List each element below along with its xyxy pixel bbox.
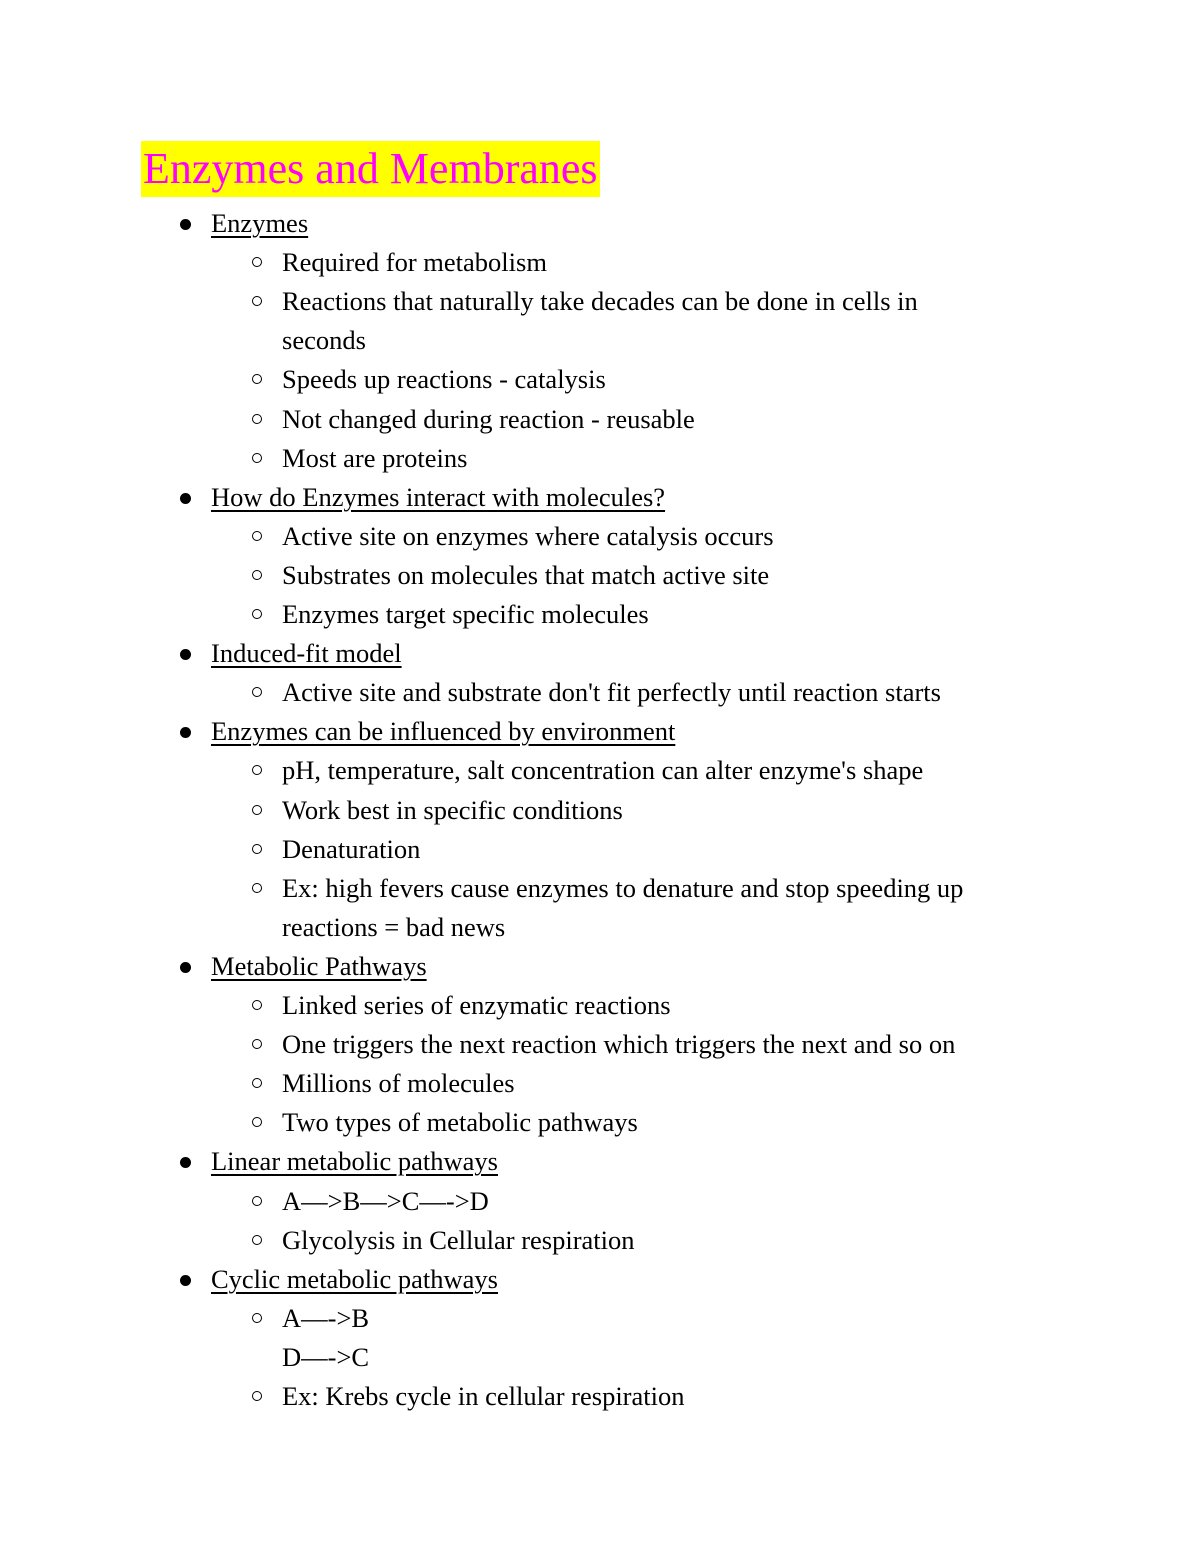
outline-item	[282, 360, 606, 398]
hollow-circle-bullet-icon	[252, 531, 262, 541]
outline-item-text: Required for metabolism	[282, 247, 547, 278]
outline-item	[282, 556, 769, 594]
outline-item-text: Speeds up reactions - catalysis	[282, 364, 606, 395]
page-title: Enzymes and Membranes	[141, 141, 600, 197]
filled-circle-bullet-icon	[180, 1275, 191, 1286]
outline-item	[282, 791, 623, 829]
outline-item-text: Active site on enzymes where catalysis occurs	[282, 520, 774, 551]
outline-heading	[211, 1260, 498, 1298]
hollow-circle-bullet-icon	[252, 687, 262, 697]
outline-item-text: Two types of metabolic pathways	[282, 1107, 638, 1138]
outline-item-text: Linked series of enzymatic reactions	[282, 990, 671, 1020]
outline-item	[282, 400, 695, 438]
outline-item-text: Substrates on molecules that match active site	[282, 559, 770, 590]
outline-item-text: Ex: high fevers cause enzymes to denature and stop speeding up	[282, 872, 964, 903]
filled-circle-bullet-icon	[180, 1157, 191, 1168]
hollow-circle-bullet-icon	[252, 570, 262, 580]
outline-item-text: Denaturation	[282, 833, 421, 864]
outline-item-text: Work best in specific conditions	[282, 794, 623, 825]
outline-item-text: Millions of molecules	[282, 1068, 515, 1099]
filled-circle-bullet-icon	[180, 727, 191, 738]
outline-heading	[211, 712, 675, 750]
outline-item	[282, 986, 671, 1024]
outline-item	[282, 1064, 515, 1102]
outline-item	[282, 282, 918, 320]
outline-item-text: reactions = bad news	[282, 911, 506, 942]
outline-item-text: Ex: Krebs cycle in cellular respiration	[282, 1381, 685, 1411]
hollow-circle-bullet-icon	[252, 1117, 262, 1127]
outline-item	[282, 321, 366, 359]
hollow-circle-bullet-icon	[252, 414, 262, 424]
outline-heading	[211, 1142, 498, 1180]
outline-item	[282, 243, 547, 281]
outline-item	[282, 830, 420, 868]
hollow-circle-bullet-icon	[252, 1078, 262, 1088]
hollow-circle-bullet-icon	[252, 296, 262, 306]
outline-item-text: pH, temperature, salt concentration can alter enzyme's shape	[282, 755, 924, 786]
filled-circle-bullet-icon	[180, 219, 191, 230]
outline-item	[282, 1338, 369, 1376]
outline-heading-text: Metabolic Pathways	[211, 950, 427, 981]
outline-item-text: D—->C	[282, 1341, 370, 1372]
hollow-circle-bullet-icon	[252, 1196, 262, 1206]
hollow-circle-bullet-icon	[252, 1000, 262, 1010]
hollow-circle-bullet-icon	[252, 609, 262, 619]
outline-item	[282, 595, 649, 633]
filled-circle-bullet-icon	[180, 493, 191, 504]
outline-item	[282, 1103, 638, 1141]
outline-item-text: Glycolysis in Cellular respiration	[282, 1224, 635, 1255]
outline-item	[282, 673, 941, 711]
hollow-circle-bullet-icon	[252, 805, 262, 815]
outline-heading-text: Linear metabolic pathways	[211, 1146, 498, 1177]
outline-item	[282, 751, 923, 789]
outline-item-text: Most are proteins	[282, 442, 468, 473]
hollow-circle-bullet-icon	[252, 883, 262, 893]
filled-circle-bullet-icon	[180, 649, 191, 660]
outline-item-text: seconds	[282, 325, 366, 356]
outline-item	[282, 1299, 369, 1337]
outline-heading-text: Cyclic metabolic pathways	[211, 1263, 498, 1294]
hollow-circle-bullet-icon	[252, 1235, 262, 1245]
hollow-circle-bullet-icon	[252, 453, 262, 463]
hollow-circle-bullet-icon	[252, 257, 262, 267]
outline-item	[282, 1025, 955, 1063]
outline-heading	[211, 634, 402, 672]
outline-heading	[211, 947, 427, 985]
outline-heading-text: How do Enzymes interact with molecules?	[211, 481, 666, 512]
hollow-circle-bullet-icon	[252, 1313, 262, 1323]
hollow-circle-bullet-icon	[252, 1391, 262, 1401]
outline-item	[282, 1221, 635, 1259]
outline-heading	[211, 204, 308, 242]
hollow-circle-bullet-icon	[252, 844, 262, 854]
outline-item-text: Active site and substrate don't fit perfectly until reaction starts	[282, 677, 941, 708]
outline-heading	[211, 478, 665, 516]
outline-item	[282, 869, 963, 907]
outline-item	[282, 1182, 489, 1220]
filled-circle-bullet-icon	[180, 962, 191, 973]
hollow-circle-bullet-icon	[252, 765, 262, 775]
outline-item	[282, 439, 467, 477]
outline-item	[282, 517, 774, 555]
outline-item-text: Enzymes target specific molecules	[282, 599, 649, 629]
outline-item-text: Not changed during reaction - reusable	[282, 403, 695, 434]
outline-item-text: A—>B—>C—->D	[282, 1185, 489, 1216]
outline-heading-text: Enzymes can be influenced by environment	[211, 716, 676, 747]
outline-item-text: A—->B	[282, 1302, 370, 1333]
outline-item	[282, 908, 505, 946]
hollow-circle-bullet-icon	[252, 1039, 262, 1049]
hollow-circle-bullet-icon	[252, 374, 262, 384]
outline-heading-text: Enzymes	[211, 208, 309, 238]
outline-heading-text: Induced-fit model	[211, 638, 402, 669]
outline-item-text: One triggers the next reaction which triggers the next and so on	[282, 1029, 956, 1060]
outline-item	[282, 1377, 685, 1415]
outline-item-text: Reactions that naturally take decades can be done in cells in	[282, 286, 918, 317]
